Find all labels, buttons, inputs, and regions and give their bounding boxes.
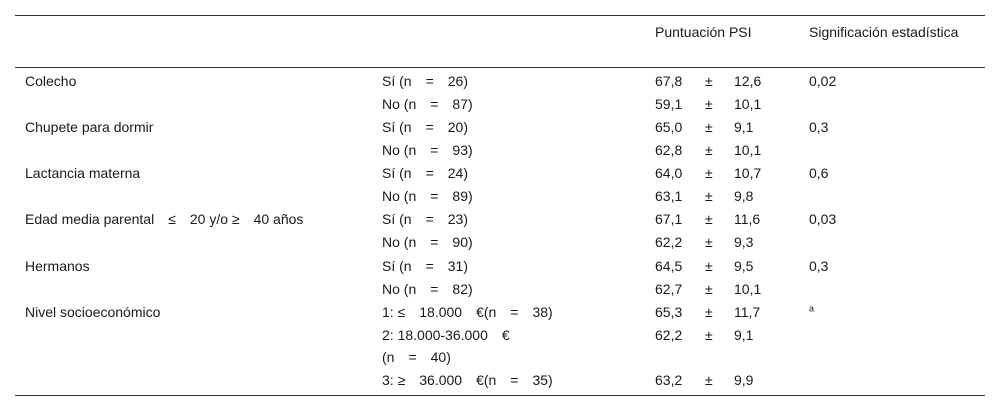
row-mean: 59,1 xyxy=(655,96,683,112)
row-significance: 0,6 xyxy=(809,165,829,181)
row-group: 3: ≥ 36.000 €(n = 35) xyxy=(382,372,553,388)
row-plusminus: ± xyxy=(705,165,713,181)
row-plusminus: ± xyxy=(705,211,713,227)
row-factor: Edad media parental ≤ 20 y/o ≥ 40 años xyxy=(25,211,304,227)
row-sd: 9,9 xyxy=(734,372,754,388)
row-mean: 62,8 xyxy=(655,142,683,158)
row-factor: Nivel socioeconómico xyxy=(25,304,161,320)
row-sd: 10,1 xyxy=(734,142,762,158)
header-psi-score: Puntuación PSI xyxy=(655,24,752,40)
row-plusminus: ± xyxy=(705,119,713,135)
row-plusminus: ± xyxy=(705,372,713,388)
row-factor: Lactancia materna xyxy=(25,165,141,181)
row-mean: 65,3 xyxy=(655,304,683,320)
row-plusminus: ± xyxy=(705,142,713,158)
row-group: No (n = 90) xyxy=(382,234,473,250)
row-significance: 0,3 xyxy=(809,119,829,135)
row-mean: 65,0 xyxy=(655,119,683,135)
row-group: Sí (n = 20) xyxy=(382,119,468,135)
row-group: No (n = 93) xyxy=(382,142,473,158)
row-group: No (n = 82) xyxy=(382,281,473,297)
header-rule xyxy=(15,67,985,68)
row-mean: 62,7 xyxy=(655,281,683,297)
row-mean: 64,5 xyxy=(655,258,683,274)
row-plusminus: ± xyxy=(705,96,713,112)
row-significance: 0,3 xyxy=(809,258,829,274)
row-sd: 9,3 xyxy=(734,234,754,250)
row-sd: 9,5 xyxy=(734,258,754,274)
row-group: No (n = 89) xyxy=(382,188,473,204)
row-mean: 63,1 xyxy=(655,188,683,204)
row-group: 2: 18.000-36.000 €(n = 40) xyxy=(382,327,510,365)
row-group: No (n = 87) xyxy=(382,96,473,112)
row-sd: 10,7 xyxy=(734,165,762,181)
row-factor: Chupete para dormir xyxy=(25,119,154,135)
row-mean: 64,0 xyxy=(655,165,683,181)
table-bottom-rule xyxy=(15,395,985,396)
row-sd: 10,1 xyxy=(734,281,762,297)
row-group: Sí (n = 23) xyxy=(382,211,468,227)
row-mean: 62,2 xyxy=(655,327,683,343)
table-top-rule xyxy=(15,15,985,16)
row-plusminus: ± xyxy=(705,327,713,343)
row-sd: 9,1 xyxy=(734,119,754,135)
row-plusminus: ± xyxy=(705,73,713,89)
row-sd: 11,7 xyxy=(734,304,761,320)
row-sd: 9,8 xyxy=(734,188,754,204)
row-sd: 9,1 xyxy=(734,327,754,343)
row-plusminus: ± xyxy=(705,188,713,204)
row-mean: 62,2 xyxy=(655,234,683,250)
row-plusminus: ± xyxy=(705,304,713,320)
row-factor: Hermanos xyxy=(25,258,90,274)
row-mean: 63,2 xyxy=(655,372,683,388)
row-group: Sí (n = 31) xyxy=(382,258,468,274)
row-sd: 11,6 xyxy=(734,211,761,227)
row-group: 1: ≤ 18.000 €(n = 38) xyxy=(382,304,553,320)
row-plusminus: ± xyxy=(705,234,713,250)
row-significance: 0,02 xyxy=(809,73,837,89)
row-group: Sí (n = 24) xyxy=(382,165,468,181)
row-factor: Colecho xyxy=(25,73,77,89)
row-plusminus: ± xyxy=(705,258,713,274)
row-sd: 10,1 xyxy=(734,96,762,112)
row-mean: 67,8 xyxy=(655,73,683,89)
row-plusminus: ± xyxy=(705,281,713,297)
footnote-marker: a xyxy=(809,303,815,314)
row-mean: 67,1 xyxy=(655,211,683,227)
header-statistical-significance: Significación estadística xyxy=(809,24,959,40)
row-significance: 0,03 xyxy=(809,211,837,227)
row-group: Sí (n = 26) xyxy=(382,73,468,89)
row-sd: 12,6 xyxy=(734,73,762,89)
